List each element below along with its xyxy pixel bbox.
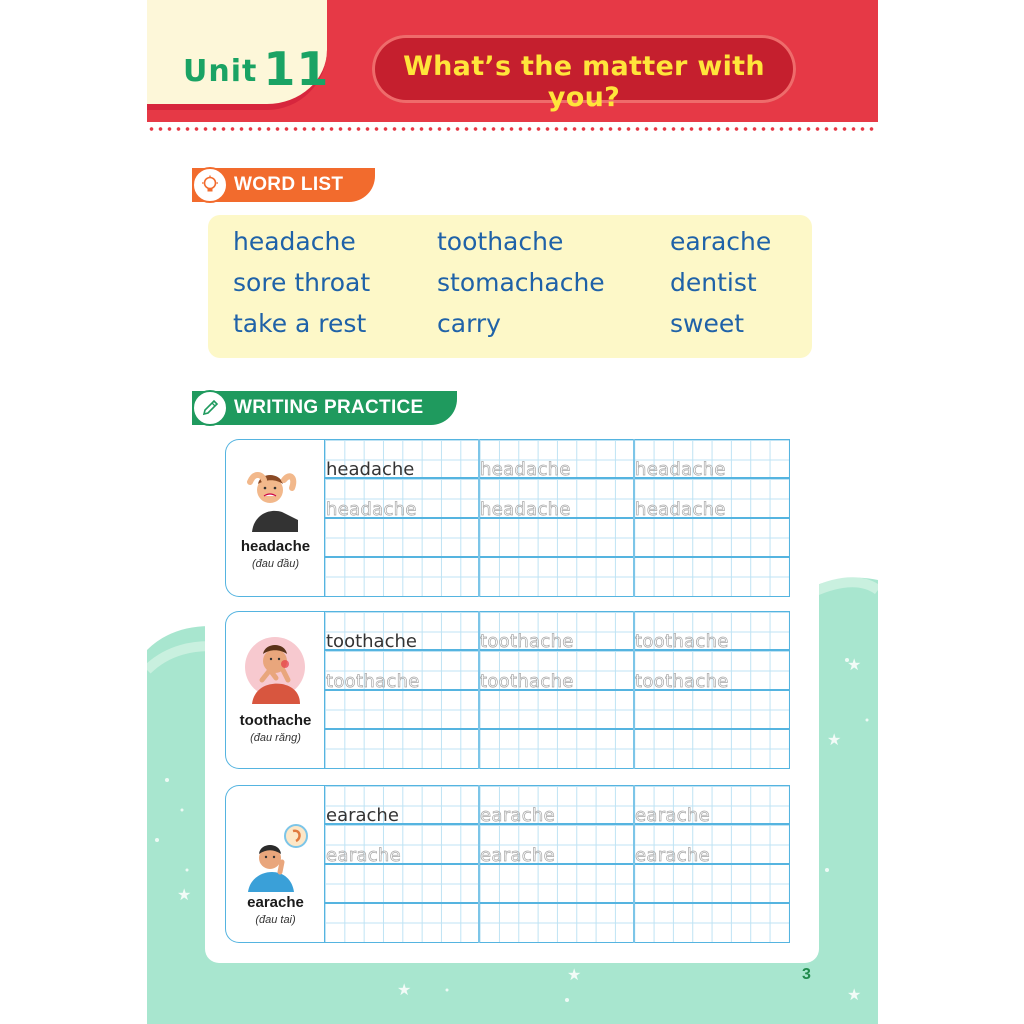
picture-cell <box>225 611 325 769</box>
practice-row <box>225 785 790 943</box>
svg-text:★: ★ <box>847 655 862 674</box>
picture-cell <box>225 439 325 597</box>
word-item: sweet <box>670 309 745 338</box>
trace-word: headache <box>480 499 571 520</box>
word-item: stomachache <box>437 268 605 297</box>
headache-person-icon <box>240 462 310 532</box>
word-item: carry <box>437 309 501 338</box>
earache-person-icon <box>240 822 310 892</box>
trace-word: earache <box>326 845 402 866</box>
trace-word: headache <box>635 459 726 480</box>
word-item: take a rest <box>233 309 367 338</box>
row-word-label: headache <box>240 538 311 555</box>
workbook-page <box>147 0 878 1024</box>
writing-practice-heading: WRITING PRACTICE <box>234 397 424 418</box>
unit-title: What’s the matter with you? <box>403 51 765 113</box>
row-word-label: earache <box>247 894 304 911</box>
word-item: earache <box>670 227 772 256</box>
trace-word: earache <box>635 805 711 826</box>
dotted-divider <box>147 126 878 132</box>
row-translation: (đau răng) <box>250 732 301 744</box>
page-number: 3 <box>802 966 811 983</box>
trace-word: toothache <box>635 671 729 692</box>
trace-word: toothache <box>326 671 420 692</box>
trace-word: earache <box>480 805 556 826</box>
svg-text:★: ★ <box>397 980 412 999</box>
row-translation: (đau tai) <box>255 914 296 926</box>
model-word: headache <box>326 459 415 480</box>
writing-practice-tag <box>192 391 457 425</box>
word-list-box <box>208 215 812 358</box>
grid-line <box>324 728 790 730</box>
row-translation: (đau đầu) <box>251 558 300 570</box>
row-word-label: toothache <box>239 712 312 729</box>
trace-word: toothache <box>480 631 574 652</box>
unit-tab <box>147 0 330 110</box>
model-word: toothache <box>326 631 417 652</box>
trace-word: earache <box>635 845 711 866</box>
svg-text:★: ★ <box>177 885 192 904</box>
unit-number: 11 <box>263 42 330 96</box>
trace-word: earache <box>480 845 556 866</box>
word-grid <box>233 221 830 344</box>
unit-heading <box>183 38 330 96</box>
trace-word: headache <box>635 499 726 520</box>
picture-cell <box>225 785 325 943</box>
svg-text:★: ★ <box>847 985 862 1004</box>
pencil-icon <box>192 390 228 426</box>
grid-line <box>324 556 790 558</box>
svg-text:★: ★ <box>567 965 582 984</box>
lightbulb-icon <box>192 167 228 203</box>
unit-label: Unit <box>183 54 258 89</box>
word-item: sore throat <box>233 268 371 297</box>
trace-word: toothache <box>635 631 729 652</box>
word-item: toothache <box>437 227 564 256</box>
trace-word: headache <box>326 499 417 520</box>
model-word: earache <box>326 805 399 826</box>
toothache-person-icon <box>240 634 310 704</box>
grid-line <box>324 902 790 904</box>
word-list-heading: WORD LIST <box>234 174 344 195</box>
title-banner <box>372 35 796 113</box>
trace-word: headache <box>480 459 571 480</box>
practice-row <box>225 611 790 769</box>
word-item: headache <box>233 227 356 256</box>
word-item: dentist <box>670 268 757 297</box>
svg-text:★: ★ <box>827 730 842 749</box>
practice-row <box>225 439 790 597</box>
word-list-tag <box>192 168 375 202</box>
writing-practice-card <box>205 425 819 963</box>
trace-word: toothache <box>480 671 574 692</box>
